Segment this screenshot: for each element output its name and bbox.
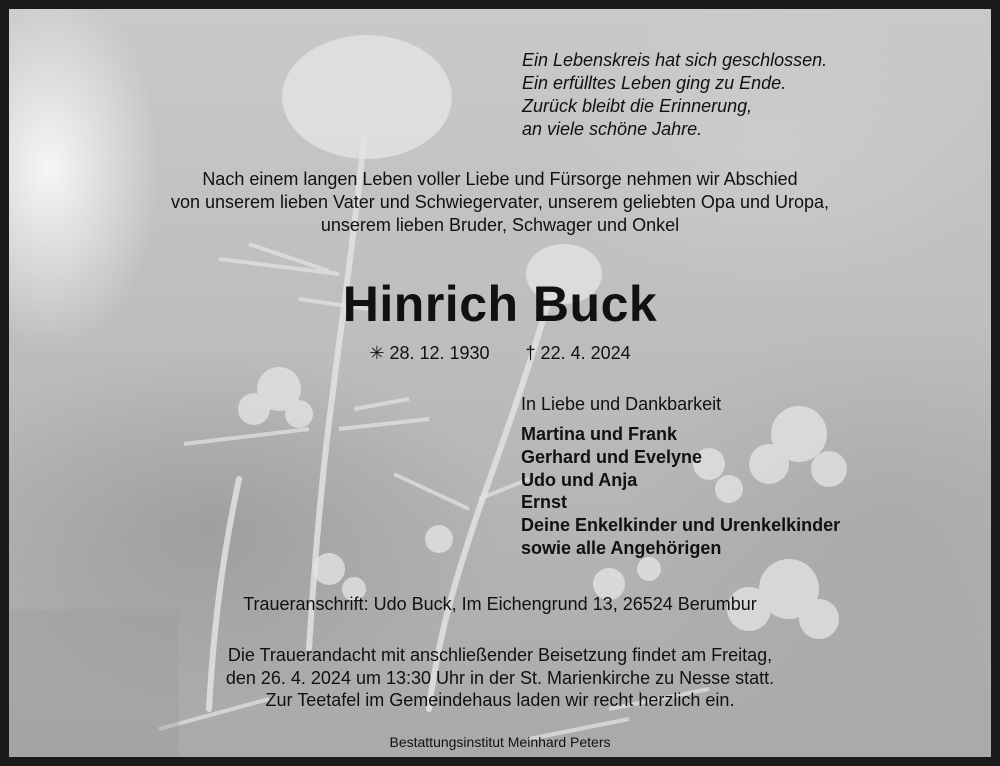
intro-line: unserem lieben Bruder, Schwager und Onkel (320, 215, 680, 235)
farewell-intro (9, 168, 991, 237)
mourning-address: Traueranschrift: Udo Buck, Im Eichengrund 13, 26524 Berumbur (243, 594, 757, 614)
service-line: den 26. 4. 2024 um 13:30 Uhr in der St. Marienkirche zu Nesse statt. (225, 667, 775, 688)
birth-date: ✳ 28. 12. 1930 (369, 343, 490, 363)
memorial-poem (522, 49, 827, 141)
intro-line: Nach einem langen Leben voller Liebe und Fürsorge nehmen wir Abschied (202, 169, 798, 189)
mourner-name: Ernst (521, 492, 568, 513)
intro-line: von unserem lieben Vater und Schwiegervater, unserem geliebten Opa und Uropa, (170, 192, 830, 212)
poem-line: Ein erfülltes Leben ging zu Ende. (522, 73, 787, 93)
funeral-home: Bestattungsinstitut Meinhard Peters (389, 734, 611, 750)
service-details (9, 644, 991, 712)
poem-line: an viele schöne Jahre. (522, 119, 703, 139)
poem-line: Ein Lebenskreis hat sich geschlossen. (522, 50, 828, 70)
mourners-intro: In Liebe und Dankbarkeit (521, 394, 722, 414)
service-line: Zur Teetafel im Gemeindehaus laden wir recht herzlich ein. (265, 690, 735, 710)
death-date: † 22. 4. 2024 (525, 343, 631, 363)
mourner-name: sowie alle Angehörigen (521, 537, 722, 558)
service-line: Die Trauerandacht mit anschließender Beisetzung findet am Freitag, (227, 645, 773, 665)
mourners-list (521, 423, 840, 560)
mourner-name: Deine Enkelkinder und Urenkelkinder (521, 515, 841, 536)
mourner-name: Martina und Frank (521, 424, 678, 444)
mourner-name: Gerhard und Evelyne (521, 446, 703, 467)
life-dates (9, 342, 991, 364)
obituary-card (9, 9, 991, 757)
mourner-name: Udo und Anja (521, 469, 638, 490)
poem-line: Zurück bleibt die Erinnerung, (522, 96, 753, 116)
deceased-name: Hinrich Buck (342, 276, 658, 332)
